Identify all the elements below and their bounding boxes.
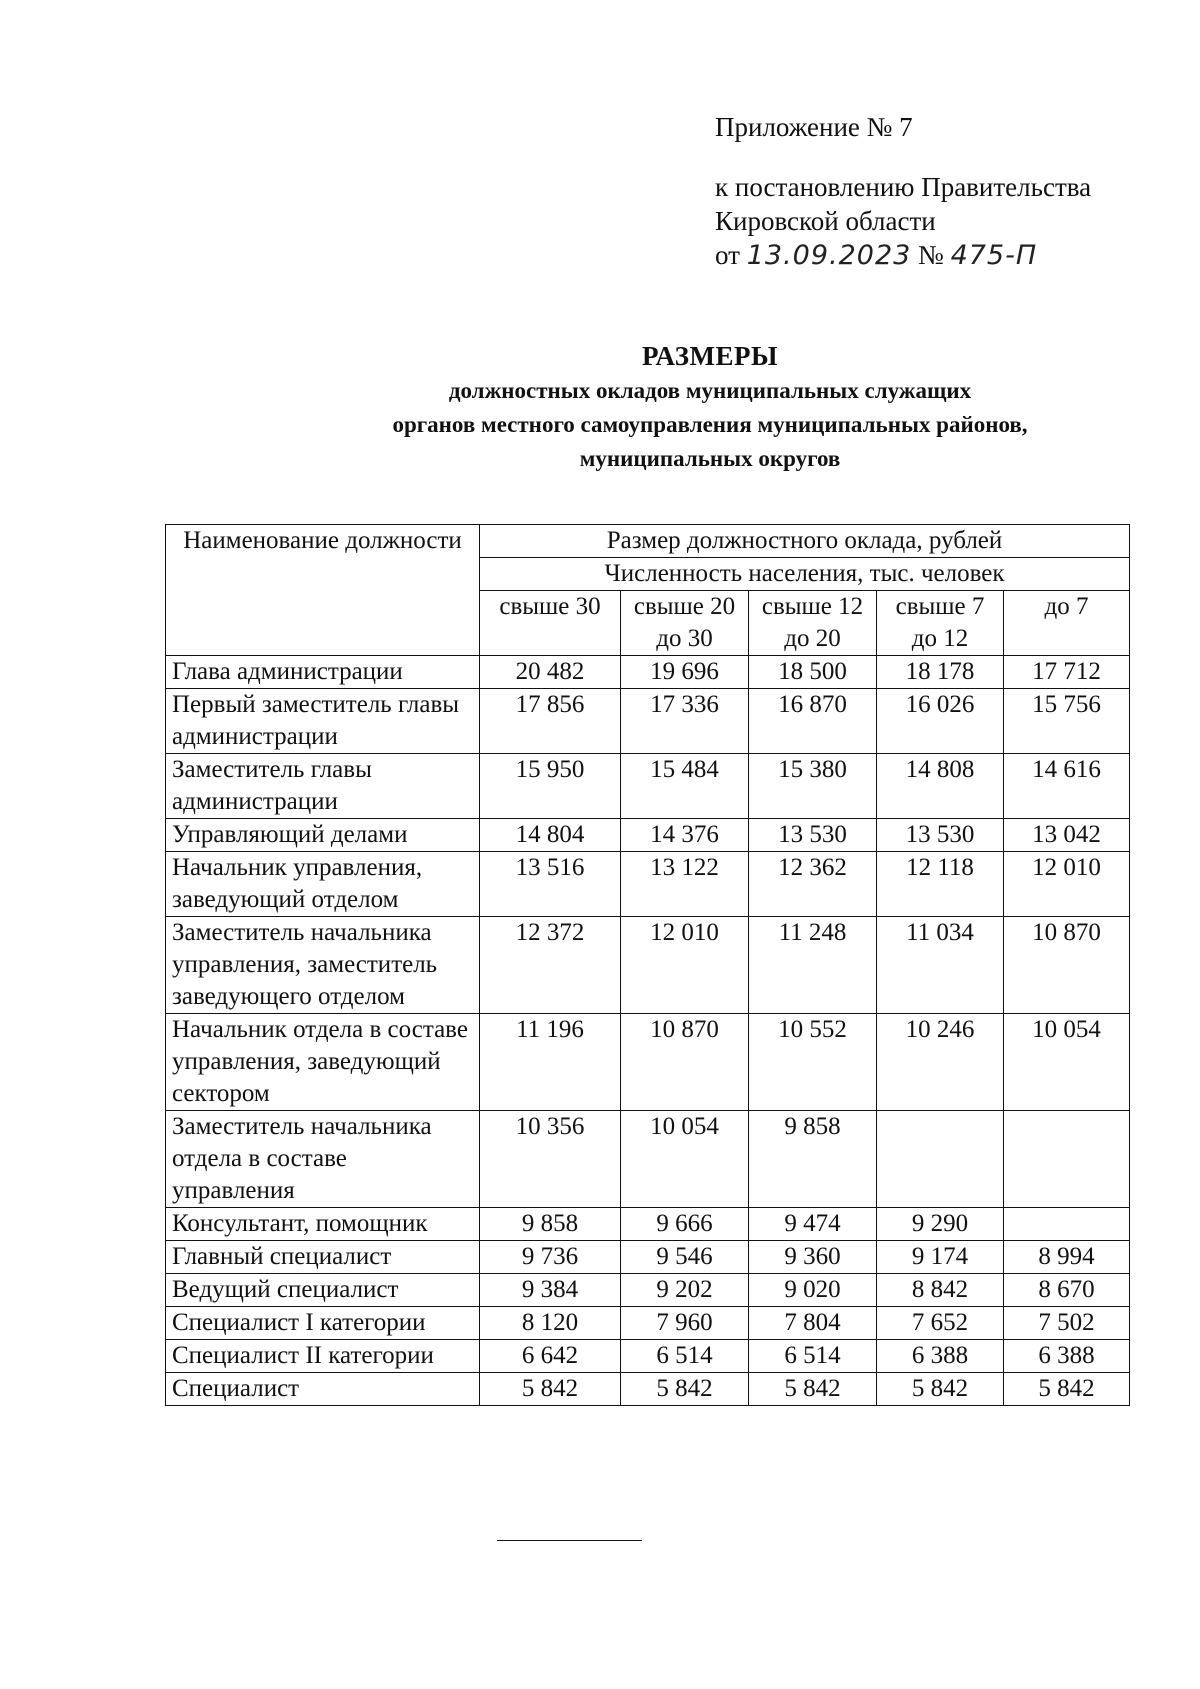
salary-value-cell: 16 870: [749, 689, 877, 754]
table-row: [166, 852, 1130, 917]
salary-value-cell: 15 380: [749, 754, 877, 819]
salary-value-cell: 14 376: [621, 819, 749, 852]
salary-value-cell: 18 178: [877, 656, 1004, 689]
salary-value-cell: 5 842: [749, 1373, 877, 1406]
salary-value-cell: 10 054: [621, 1111, 749, 1208]
table-row: [166, 1208, 1130, 1241]
salary-value-cell: 11 196: [480, 1014, 621, 1111]
salary-value-cell: 5 842: [621, 1373, 749, 1406]
salary-value-cell: 9 020: [749, 1274, 877, 1307]
salary-value-cell: [1004, 1111, 1130, 1208]
salary-value-cell: 12 010: [621, 917, 749, 1014]
position-name-cell: Заместитель начальника отдела в составе управления: [166, 1111, 480, 1208]
table-row: [166, 917, 1130, 1014]
salary-value-cell: 11 248: [749, 917, 877, 1014]
position-name-cell: Специалист I категории: [166, 1307, 480, 1340]
salary-value-cell: 12 118: [877, 852, 1004, 917]
salary-value-cell: 13 042: [1004, 819, 1130, 852]
salary-value-cell: 15 756: [1004, 689, 1130, 754]
salary-value-cell: 12 372: [480, 917, 621, 1014]
position-name-cell: Главный специалист: [166, 1241, 480, 1274]
salary-value-cell: 10 870: [621, 1014, 749, 1111]
salary-value-cell: 6 642: [480, 1340, 621, 1373]
salary-value-cell: 10 552: [749, 1014, 877, 1111]
salary-value-cell: 16 026: [877, 689, 1004, 754]
position-name-cell: Глава администрации: [166, 656, 480, 689]
table-row: [166, 819, 1130, 852]
salary-value-cell: 14 616: [1004, 754, 1130, 819]
salary-value-cell: 9 736: [480, 1241, 621, 1274]
document-title: [0, 338, 1200, 476]
column-header: до 7: [1004, 591, 1130, 656]
position-name-cell: Консультант, помощник: [166, 1208, 480, 1241]
position-name-cell: Начальник управления, заведующий отделом: [166, 852, 480, 917]
salary-value-cell: 11 034: [877, 917, 1004, 1014]
appendix-block: [715, 110, 1091, 273]
salary-value-cell: 9 666: [621, 1208, 749, 1241]
salary-value-cell: 17 856: [480, 689, 621, 754]
table-row: [166, 1307, 1130, 1340]
table-row: [166, 1014, 1130, 1111]
salary-value-cell: 9 858: [749, 1111, 877, 1208]
handwritten-number: 475-П: [950, 240, 1038, 271]
salary-value-cell: 10 246: [877, 1014, 1004, 1111]
salary-value-cell: 9 858: [480, 1208, 621, 1241]
salary-value-cell: 10 356: [480, 1111, 621, 1208]
closing-divider: [497, 1540, 642, 1541]
table-row: [166, 1373, 1130, 1406]
position-name-cell: Начальник отдела в составе управления, заведующий сектором: [166, 1014, 480, 1111]
salary-value-cell: 6 514: [621, 1340, 749, 1373]
salary-value-cell: 20 482: [480, 656, 621, 689]
salary-value-cell: 7 960: [621, 1307, 749, 1340]
title-sub-3: муниципальных округов: [579, 446, 841, 471]
position-name-cell: Управляющий делами: [166, 819, 480, 852]
salary-value-cell: [877, 1111, 1004, 1208]
salary-value-cell: 8 842: [877, 1274, 1004, 1307]
salary-value-cell: 7 652: [877, 1307, 1004, 1340]
salary-value-cell: 15 950: [480, 754, 621, 819]
salary-value-cell: 10 054: [1004, 1014, 1130, 1111]
salary-value-cell: 19 696: [621, 656, 749, 689]
salary-value-cell: 6 388: [1004, 1340, 1130, 1373]
header-position-name: Наименование должности: [166, 525, 480, 656]
table-row: [166, 1340, 1130, 1373]
salary-value-cell: 7 502: [1004, 1307, 1130, 1340]
salary-value-cell: 7 804: [749, 1307, 877, 1340]
position-name-cell: Заместитель главы администрации: [166, 754, 480, 819]
salary-value-cell: 9 290: [877, 1208, 1004, 1241]
handwritten-date: 13.09.2023: [746, 240, 912, 271]
position-name-cell: Специалист: [166, 1373, 480, 1406]
table-row: [166, 689, 1130, 754]
date-prefix: от: [715, 240, 740, 270]
column-header: свыше 12 до 20: [749, 591, 877, 656]
table-row: [166, 1111, 1130, 1208]
salary-value-cell: 5 842: [480, 1373, 621, 1406]
table-row: [166, 656, 1130, 689]
salary-value-cell: 5 842: [877, 1373, 1004, 1406]
column-header: свыше 20 до 30: [621, 591, 749, 656]
salary-value-cell: 13 122: [621, 852, 749, 917]
table-row: [166, 1274, 1130, 1307]
salary-value-cell: 9 474: [749, 1208, 877, 1241]
salary-value-cell: 9 384: [480, 1274, 621, 1307]
salary-value-cell: 8 120: [480, 1307, 621, 1340]
salary-table: [165, 524, 1130, 1406]
position-name-cell: Специалист II категории: [166, 1340, 480, 1373]
appendix-region-line: Кировской области: [715, 206, 936, 236]
column-header: свыше 30: [480, 591, 621, 656]
appendix-decree-line: к постановлению Правительства: [715, 172, 1092, 202]
salary-value-cell: 6 388: [877, 1340, 1004, 1373]
position-name-cell: Первый заместитель главы администрации: [166, 689, 480, 754]
salary-value-cell: 9 360: [749, 1241, 877, 1274]
salary-value-cell: 12 010: [1004, 852, 1130, 917]
salary-value-cell: 18 500: [749, 656, 877, 689]
number-prefix: №: [918, 240, 944, 270]
salary-value-cell: 14 808: [877, 754, 1004, 819]
salary-value-cell: 15 484: [621, 754, 749, 819]
salary-value-cell: 13 530: [877, 819, 1004, 852]
salary-value-cell: 9 174: [877, 1241, 1004, 1274]
salary-value-cell: 13 516: [480, 852, 621, 917]
table-row: [166, 1241, 1130, 1274]
header-salary-size: Размер должностного оклада, рублей: [480, 525, 1130, 558]
salary-value-cell: 9 546: [621, 1241, 749, 1274]
salary-value-cell: 5 842: [1004, 1373, 1130, 1406]
salary-value-cell: 10 870: [1004, 917, 1130, 1014]
appendix-date-line: [715, 238, 1091, 273]
salary-value-cell: 17 336: [621, 689, 749, 754]
salary-value-cell: 14 804: [480, 819, 621, 852]
salary-value-cell: 12 362: [749, 852, 877, 917]
title-sub-2: органов местного самоуправления муниципальных районов,: [392, 412, 1028, 437]
title-sub-1: должностных окладов муниципальных служащих: [448, 378, 972, 403]
table-row: [166, 754, 1130, 819]
salary-value-cell: 17 712: [1004, 656, 1130, 689]
title-main: РАЗМЕРЫ: [641, 341, 779, 371]
salary-value-cell: [1004, 1208, 1130, 1241]
salary-value-cell: 8 670: [1004, 1274, 1130, 1307]
salary-value-cell: 13 530: [749, 819, 877, 852]
salary-table-body: [166, 656, 1130, 1406]
column-header: свыше 7 до 12: [877, 591, 1004, 656]
position-name-cell: Заместитель начальника управления, заместитель заведующего отделом: [166, 917, 480, 1014]
header-population: Численность населения, тыс. человек: [480, 558, 1130, 591]
appendix-number: Приложение № 7: [715, 112, 913, 142]
salary-value-cell: 6 514: [749, 1340, 877, 1373]
position-name-cell: Ведущий специалист: [166, 1274, 480, 1307]
salary-value-cell: 9 202: [621, 1274, 749, 1307]
salary-value-cell: 8 994: [1004, 1241, 1130, 1274]
